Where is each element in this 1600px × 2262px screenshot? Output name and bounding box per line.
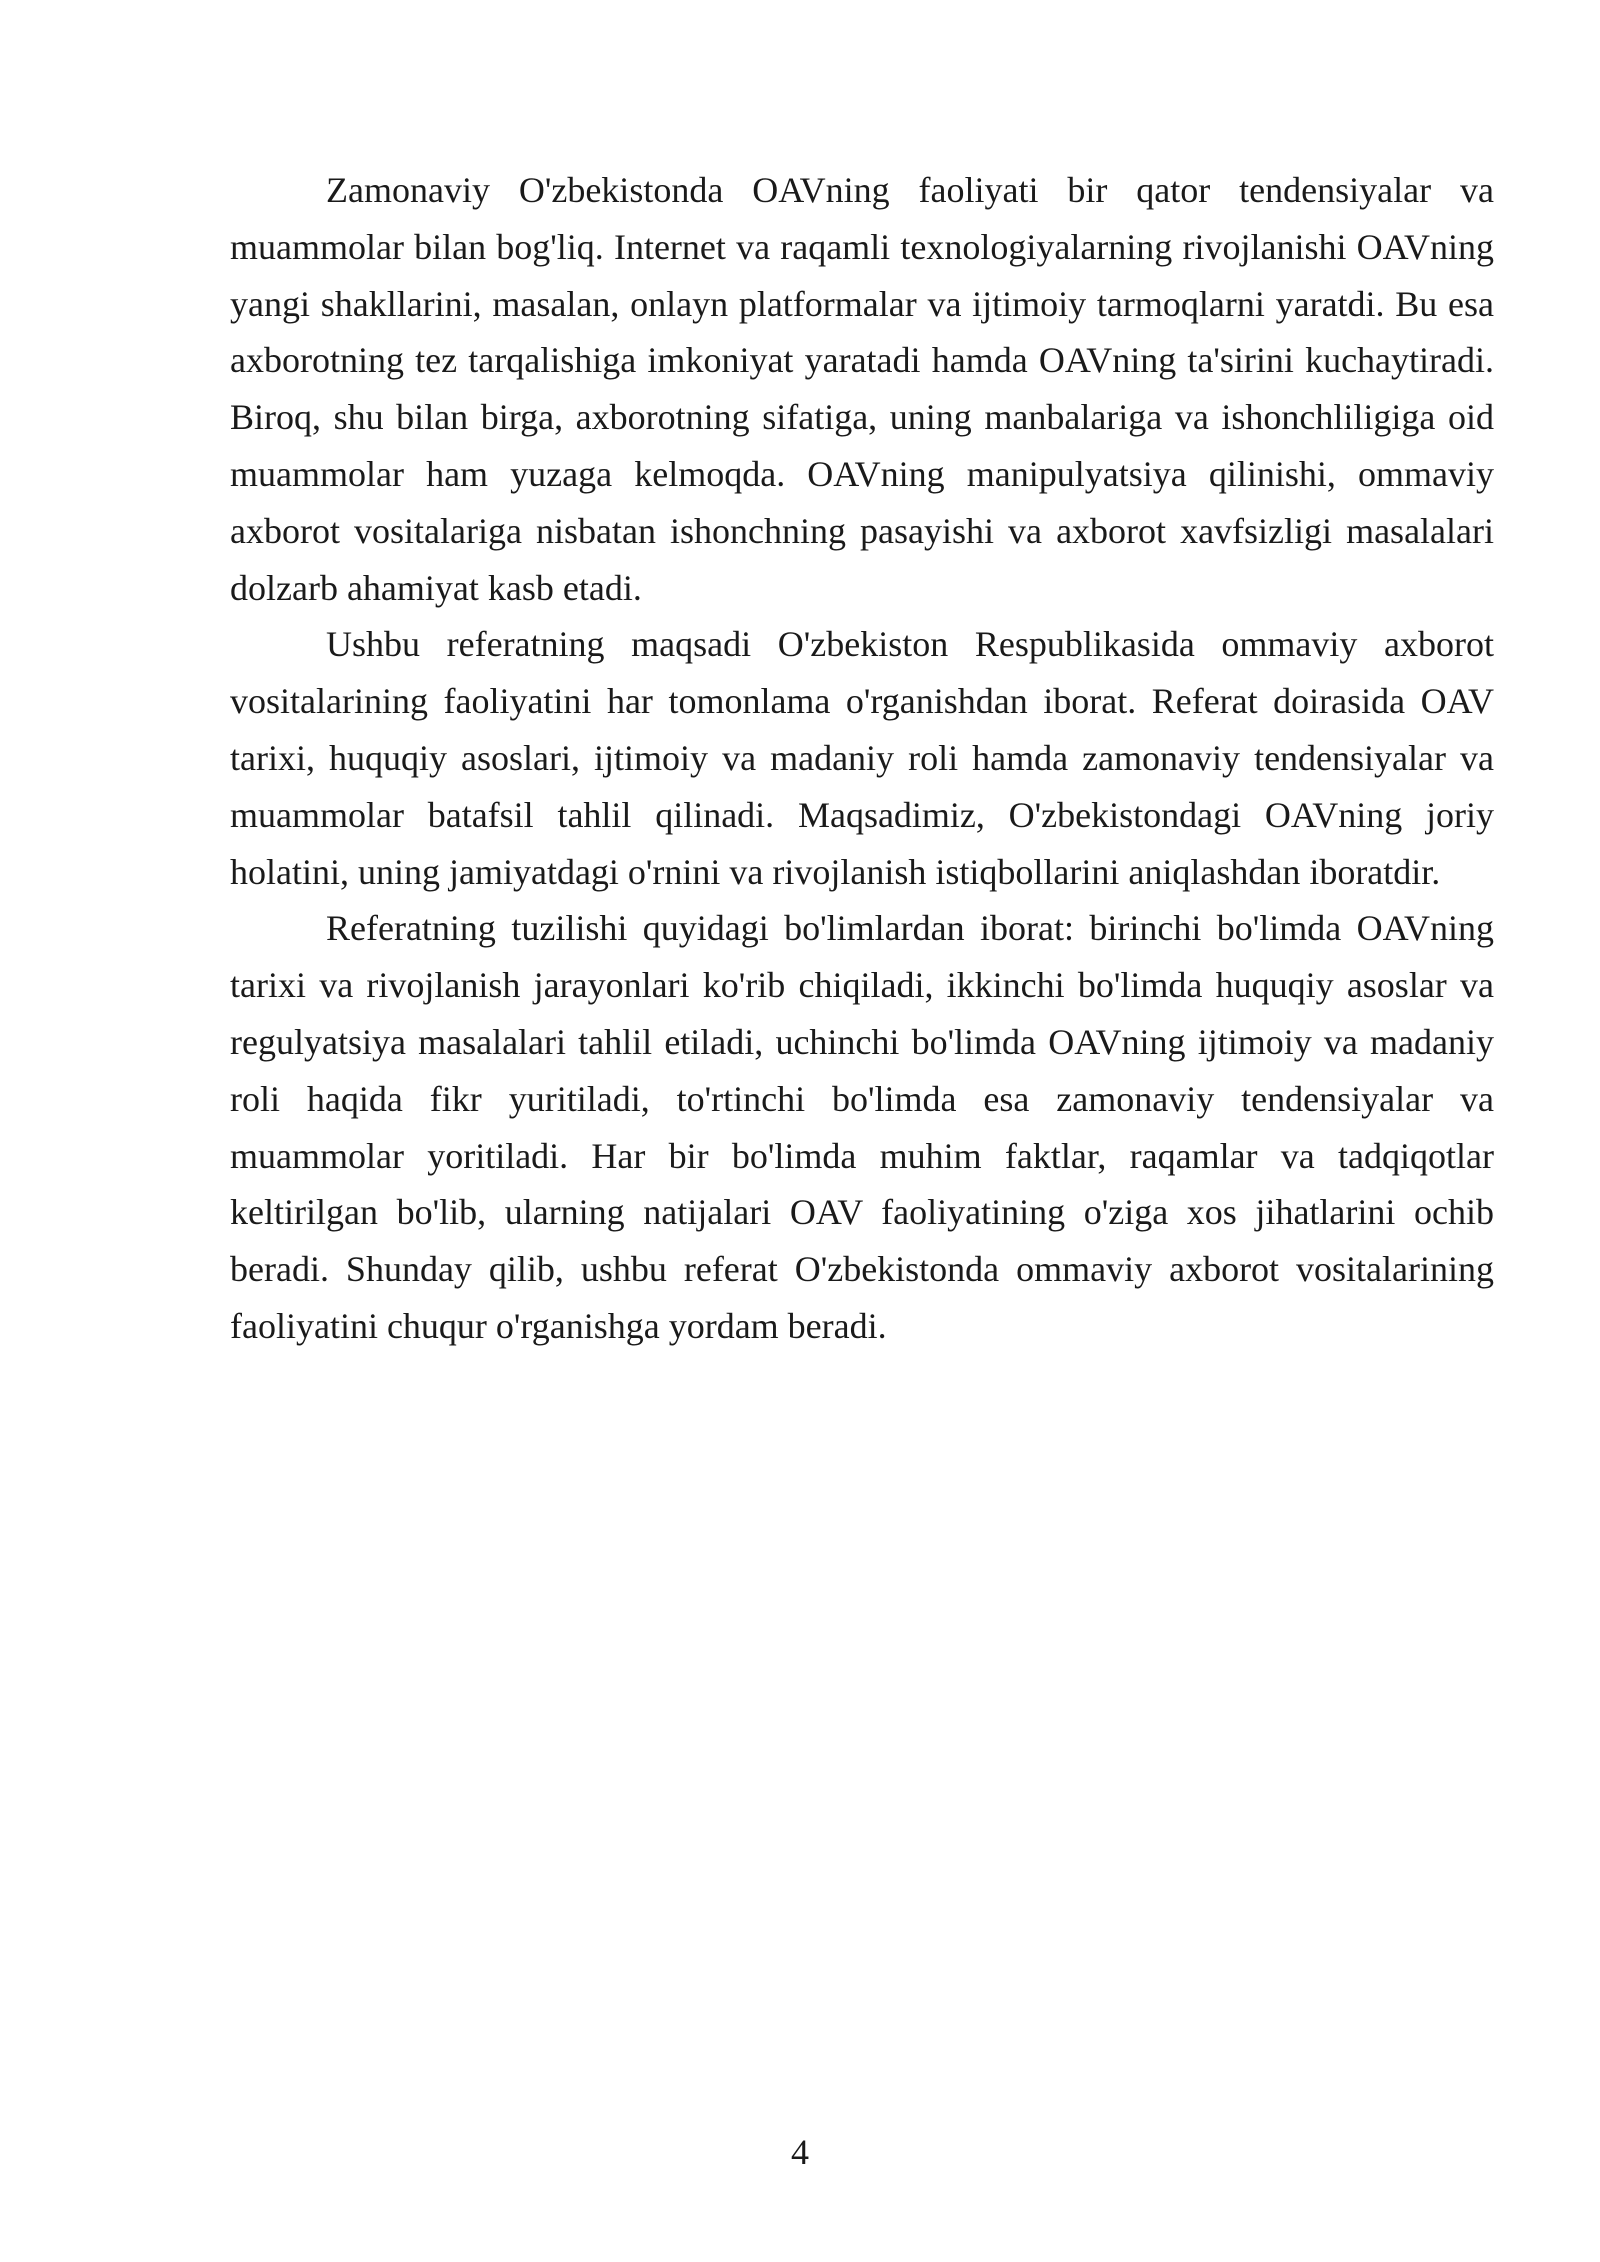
paragraph-2: Ushbu referatning maqsadi O'zbekiston Respublikasida ommaviy axborot vositalarining faoliyatini har tomonlama o'rganishdan iborat. Referat doirasida OAV tarixi, huquqiy asoslari, ijtimoiy va madaniy roli hamda zamonaviy tendensiyalar va muammolar batafsil tahlil qilinadi. Maqsadimiz, O'zbekistondagi OAVning joriy holatini, uning jamiyatdagi o'rnini va rivojlanish istiqbollarini aniqlashdan iboratdir.: [230, 624, 1494, 892]
paragraph-1: Zamonaviy O'zbekistonda OAVning faoliyati bir qator tendensiyalar va muammolar bilan bog'liq. Internet va raqamli texnologiyalarning rivojlanishi OAVning yangi shakllarini, masalan, onlayn platformalar va ijtimoiy tarmoqlarni yaratdi. Bu esa axborotning tez tarqalishiga imkoniyat yaratadi hamda OAVning ta'sirini kuchaytiradi. Biroq, shu bilan birga, axborotning sifatiga, uning manbalariga va ishonchliligiga oid muammolar ham yuzaga kelmoqda. OAVning manipulyatsiya qilinishi, ommaviy axborot vositalariga nisbatan ishonchning pasayishi va axborot xavfsizligi masalalari dolzarb ahamiyat kasb etadi.: [230, 170, 1494, 608]
paragraph-3: Referatning tuzilishi quyidagi bo'limlardan iborat: birinchi bo'limda OAVning tarixi va rivojlanish jarayonlari ko'rib chiqiladi, ikkinchi bo'limda huquqiy asoslar va regulyatsiya masalalari tahlil etiladi, uchinchi bo'limda OAVning ijtimoiy va madaniy roli haqida fikr yuritiladi, to'rtinchi bo'limda esa zamonaviy tendensiyalar va muammolar yoritiladi. Har bir bo'limda muhim faktlar, raqamlar va tadqiqotlar keltirilgan bo'lib, ularning natijalari OAV faoliyatining o'ziga xos jihatlarini ochib beradi. Shunday qilib, ushbu referat O'zbekistonda ommaviy axborot vositalarining faoliyatini chuqur o'rganishga yordam beradi.: [230, 908, 1494, 1346]
page-number: 4: [791, 2132, 809, 2172]
document-body: [230, 162, 1494, 1355]
